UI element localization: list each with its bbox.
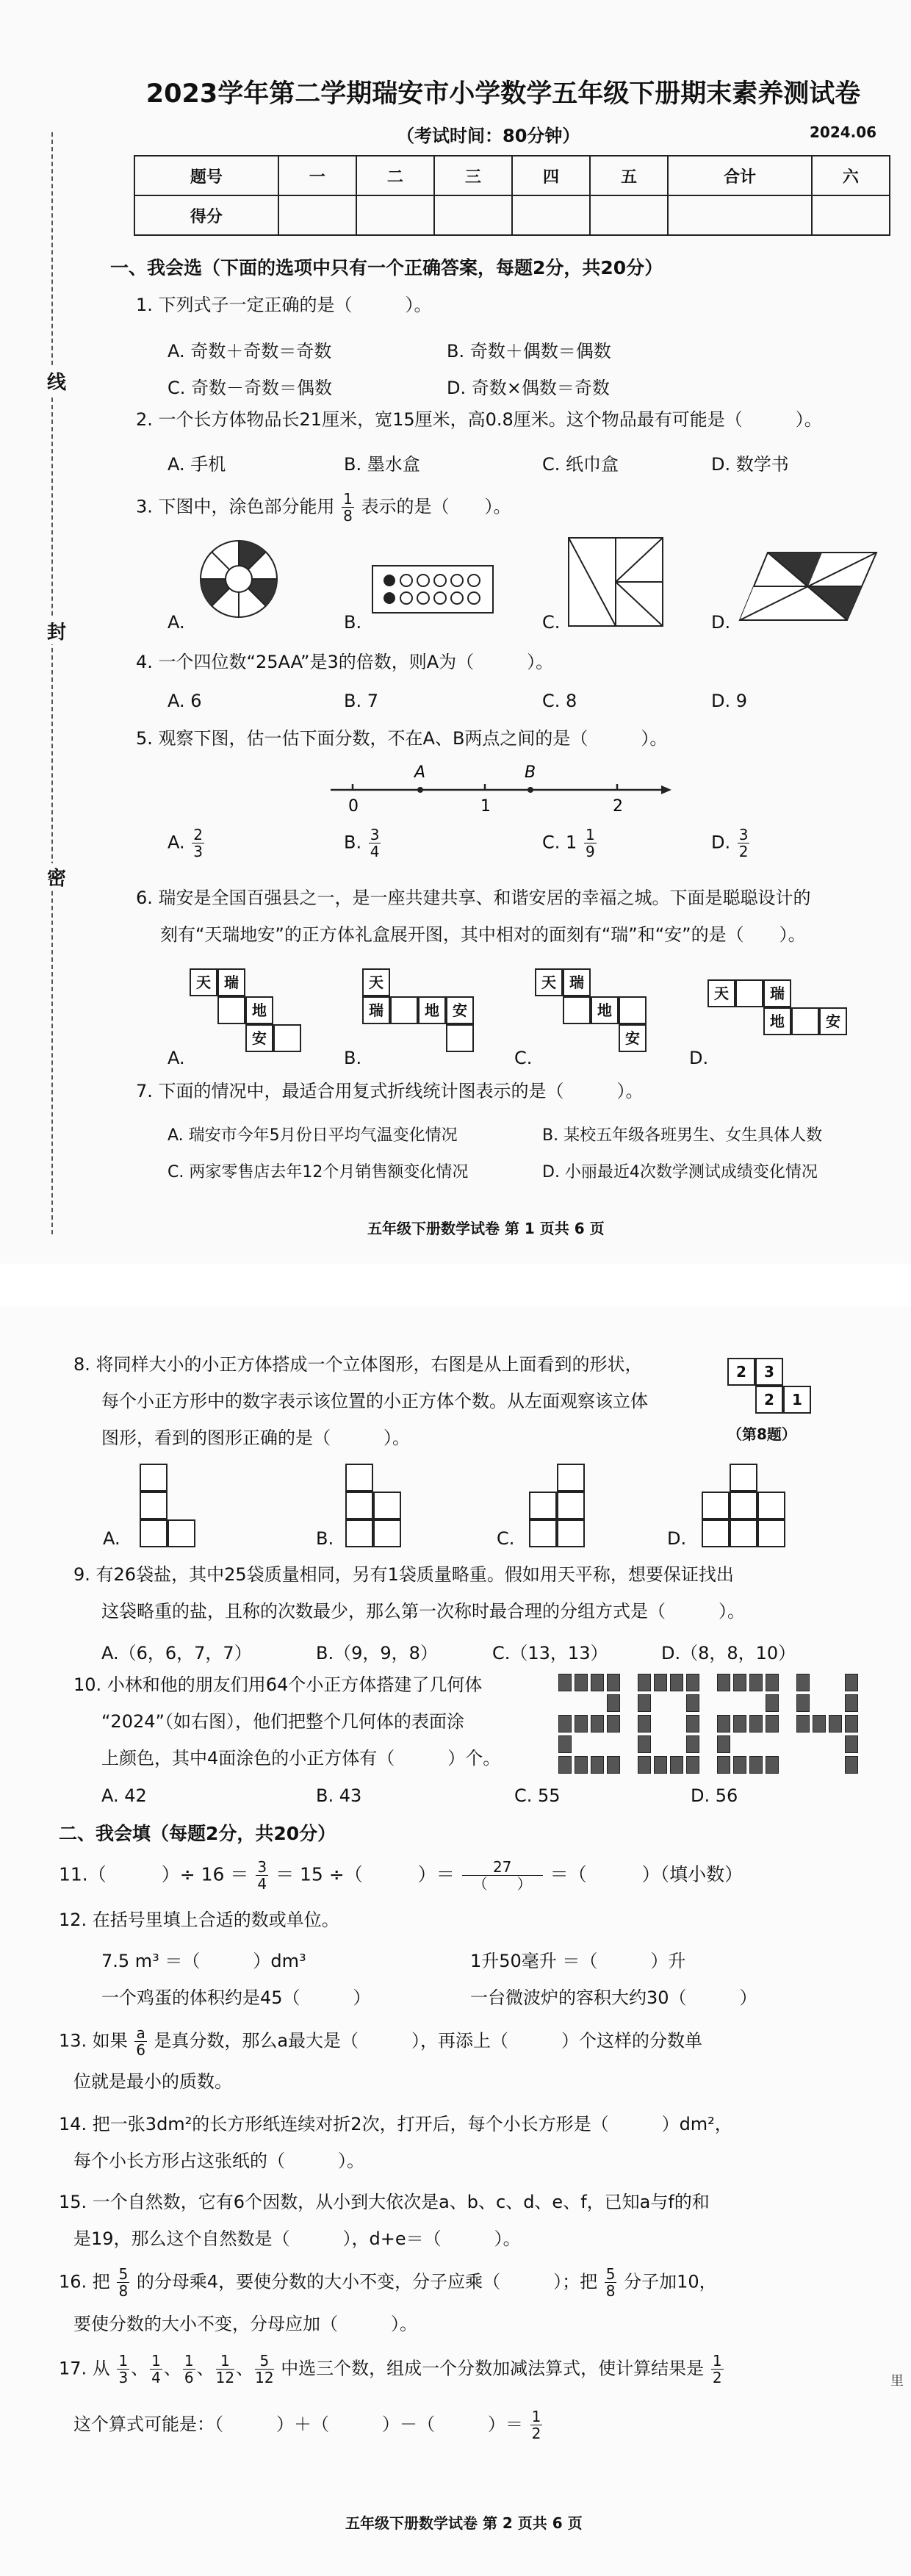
view-cube [757,1492,785,1519]
q10-block-cube [845,1674,858,1691]
q17-choice-fraction [150,2353,162,2386]
q3-option-c[interactable]: C. [542,612,561,633]
q4-option-a[interactable]: A. 6 [168,691,202,711]
q10-block-cube [686,1694,699,1712]
top-view-cell: 1 [783,1386,811,1414]
q10-block-cube [733,1715,746,1733]
view-cube [757,1519,785,1547]
net-face: 瑞 [763,979,791,1007]
binding-label-secret: 密 [47,863,66,891]
q5-option-a[interactable] [168,827,206,860]
q5-tick-1: 1 [480,797,491,816]
question-16-line2: 要使分数的大小不变，分母应加（ ）。 [73,2314,417,2334]
q5-option-d[interactable] [711,827,751,860]
q10-block-cube [686,1756,699,1774]
q12-blank-c[interactable]: 一个鸡蛋的体积约是45（ ） [101,1987,371,2008]
q5-a-den: 3 [193,843,203,860]
q6-option-d[interactable]: D. [689,1048,709,1068]
q16-f1-num: 5 [118,2265,129,2283]
question-1-stem: 1. 下列式子一定正确的是（ ）。 [136,295,432,315]
net-face: 安 [245,1024,273,1052]
q2-option-c[interactable]: C. 纸巾盒 [542,454,619,475]
q8-option-b[interactable]: B. [316,1528,334,1549]
q10-block-cube [766,1715,779,1733]
q16-pre: 16. 把 [59,2271,110,2292]
q10-block-cube [766,1694,779,1712]
question-10-stem-line3: 上颜色，其中4面涂色的小正方体有（ ）个。 [101,1748,501,1769]
question-8-stem-line2: 每个小正方形中的数字表示该位置的小正方体个数。从左面观察该立体 [101,1391,648,1411]
q10-block-cube [638,1674,651,1691]
net-face: 瑞 [362,996,390,1024]
q6-option-c[interactable]: C. [514,1048,533,1068]
score-table-header: 五 [590,156,668,195]
view-cube [140,1464,168,1492]
view-cube [373,1519,401,1547]
q10-block-cube [558,1756,572,1774]
q17-result-fraction [711,2353,724,2386]
q9-option-a[interactable]: A.（6，6，7，7） [101,1643,252,1663]
q17-res2-den: 2 [531,2425,541,2442]
net-face [446,1024,474,1052]
view-cube [345,1492,373,1519]
net-face: 天 [707,979,735,1007]
q10-block-cube [829,1715,842,1733]
q10-block-cube [654,1674,667,1691]
q10-block-cube [796,1674,810,1691]
q16-fraction-2 [605,2266,617,2299]
page-1-footer: 五年级下册数学试卷 第 1 页共 6 页 [367,1220,605,1237]
q17-choice-fraction [117,2353,129,2386]
q4-option-d[interactable]: D. 9 [711,691,748,711]
q3-dots-figure [371,564,496,616]
view-cube [345,1464,373,1492]
net-face [563,996,591,1024]
q5-a-num: 2 [193,826,203,843]
q10-block-cube [607,1694,620,1712]
question-16-line1 [59,2266,717,2299]
q5-d-num: 3 [738,826,749,843]
q4-option-b[interactable]: B. 7 [344,691,378,711]
binding-label-seal: 封 [47,617,66,644]
q10-block-cube [813,1715,826,1733]
q7-option-c[interactable]: C. 两家零售店去年12个月销售额变化情况 [168,1163,469,1181]
q5-a-label: A. [168,832,185,853]
q17-c3-num: 1 [216,2353,234,2370]
q10-option-b[interactable]: B. 43 [316,1785,362,1806]
q7-option-b[interactable]: B. 某校五年级各班男生、女生具体人数 [542,1126,823,1145]
q17-choice-fraction [216,2353,234,2386]
q10-block-cube [607,1756,620,1774]
q3-circle-figure [195,535,283,623]
q10-block-cube [749,1715,763,1733]
q5-d-fraction [738,827,750,860]
question-12-stem: 12. 在括号里填上合适的数或单位。 [59,1910,339,1930]
q10-block-cube [733,1674,746,1691]
q10-block-cube [670,1674,683,1691]
q16-fraction-1 [117,2266,129,2299]
q1-option-c[interactable]: C. 奇数－奇数＝偶数 [168,378,333,398]
question-7-stem: 7. 下面的情况中，最适合用复式折线统计图表示的是（ ）。 [136,1081,644,1101]
view-cube [168,1519,195,1547]
q5-point-a: A [414,763,426,782]
q12-blank-b[interactable]: 1升50毫升 ＝（ ）升 [470,1951,686,1971]
score-table-score-row [134,195,890,235]
q11-fraction-2 [462,1859,543,1892]
q3-stem-post: 表示的是（ ）。 [361,496,511,517]
exam-title: 2023学年第二学期瑞安市小学数学五年级下册期末素养测试卷 [145,79,861,109]
score-table-header: 三 [434,156,512,195]
net-face: 安 [819,1007,847,1035]
score-cell[interactable] [278,195,356,235]
q3-fraction-num: 1 [343,490,353,508]
q12-blank-a[interactable]: 7.5 m³ ＝（ ）dm³ [101,1951,306,1971]
q10-block-cube [638,1756,651,1774]
q5-option-b[interactable] [344,827,382,860]
q3-option-a[interactable]: A. [168,612,185,633]
q8-option-c[interactable]: C. [497,1528,515,1549]
score-table-header: 六 [812,156,890,195]
view-cube [345,1519,373,1547]
q10-block-cube [749,1674,763,1691]
top-view-cell: 3 [755,1358,783,1386]
q17-c3-den: 12 [215,2369,235,2386]
q10-block-cube [591,1756,604,1774]
q10-block-cube [766,1756,779,1774]
q10-block-cube [575,1756,588,1774]
q5-option-c[interactable] [542,827,598,860]
q5-d-label: D. [711,832,731,853]
view-cube [730,1519,757,1547]
q17-res-num: 1 [712,2352,722,2370]
q16-f2-num: 5 [605,2265,616,2283]
q3-option-d[interactable]: D. [711,612,731,633]
q17-pre: 17. 从 [59,2358,110,2379]
q17-mid: 中选三个数，组成一个分数加减法算式，使计算结果是 [281,2358,705,2379]
exam-duration: （考试时间：80分钟） [397,126,580,146]
score-table [134,155,890,236]
section-1-title: 一、我会选（下面的选项中只有一个正确答案，每题2分，共20分） [110,257,663,278]
score-cell[interactable] [434,195,512,235]
view-cube [730,1464,757,1492]
net-face: 安 [619,1024,647,1052]
top-view-cell: 2 [755,1386,783,1414]
view-cube [557,1492,585,1519]
q5-tick-2: 2 [613,797,623,816]
q17-c4-num: 5 [255,2353,273,2370]
q17-choice-fraction [183,2353,195,2386]
net-face: 地 [245,996,273,1024]
q11-f1-num: 3 [257,1858,267,1876]
view-cube [702,1519,730,1547]
q10-block-cube [845,1715,858,1733]
q13-pre: 13. 如果 [59,2030,128,2051]
q10-block-cube [845,1694,858,1712]
question-15-line1: 15. 一个自然数，它有6个因数，从小到大依次是a、b、c、d、e、f，已知a与f的和 [59,2192,710,2212]
q11-f2-num: 27 [462,1859,543,1876]
q17-c2-den: 6 [184,2369,194,2386]
q10-block-cube [607,1715,620,1733]
q5-b-num: 3 [370,826,380,843]
question-10-stem-line1: 10. 小林和他的朋友们用64个小正方体搭建了几何体 [73,1674,483,1695]
q6-option-a[interactable]: A. [168,1048,185,1068]
q11-f1-den: 4 [257,1875,267,1893]
q10-block-cube [654,1756,667,1774]
q5-c-fraction [584,827,597,860]
q10-block-cube [686,1715,699,1733]
view-cube [140,1492,168,1519]
q10-block-cube [796,1694,810,1712]
q2-option-a[interactable]: A. 手机 [168,454,226,475]
exam-page-2 [0,1306,911,2576]
net-face: 天 [190,968,217,996]
q9-option-d[interactable]: D.（8，8，10） [661,1643,796,1663]
net-face: 天 [535,968,563,996]
q13-den: 6 [136,2041,145,2059]
q10-block-cube [607,1674,620,1691]
net-face: 瑞 [217,968,245,996]
margin-character: 里 [890,2373,904,2389]
q3-fraction [342,491,354,524]
net-face [791,1007,819,1035]
q11-mid: ＝ 15 ÷（ ）＝ [276,1863,455,1885]
question-8-stem-line1: 8. 将同样大小的小正方体搭成一个立体图形，右图是从上面看到的形状， [73,1354,643,1375]
view-cube [373,1492,401,1519]
q10-block-cube [558,1674,572,1691]
q10-block-cube [638,1694,651,1712]
q10-block-cube [845,1735,858,1753]
q9-option-b[interactable]: B.（9，9，8） [316,1643,438,1663]
question-10-stem-line2: “2024”（如右图），他们把整个几何体的表面涂 [101,1711,464,1732]
q17-c0-num: 1 [118,2352,129,2370]
q16-f1-den: 8 [118,2282,129,2300]
q5-d-den: 2 [738,843,749,860]
q16-post: 分子加10， [624,2271,717,2292]
score-cell[interactable] [512,195,590,235]
q5-number-line [316,757,683,816]
q10-block-cube [591,1674,604,1691]
question-17-line1: 17. 从 $\frac{1}{3}$ 、 $\frac{1}{4}$ 、 $\frac{1}{6}$ 、 $\frac{1}{12}$ 、 $\frac{5}{12}$ 中选三个数，组成一个分数加减法算式，使计算结果是 $\frac{1}{2}$ [59,2352,722,2386]
q3-stem-pre: 3. 下图中，涂色部分能用 [136,496,335,517]
q5-c-label: C. 1 [542,832,577,853]
q10-2024-figure [558,1674,867,1784]
q10-block-cube [845,1756,858,1774]
q5-c-den: 9 [585,843,595,860]
question-13-line1 [59,2025,702,2058]
score-table-header: 合计 [668,156,812,195]
net-face: 地 [418,996,446,1024]
q7-option-a[interactable]: A. 瑞安市今年5月份日平均气温变化情况 [168,1126,458,1145]
q1-option-a[interactable]: A. 奇数＋奇数＝奇数 [168,341,332,361]
q2-option-b[interactable]: B. 墨水盒 [344,454,420,475]
q3-square-figure [566,535,669,630]
section-2-title: 二、我会填（每题2分，共20分） [59,1823,336,1844]
q17-res-den: 2 [712,2369,722,2386]
view-cube [702,1492,730,1519]
q3-option-b[interactable]: B. [344,612,362,633]
q10-block-cube [733,1756,746,1774]
q10-block-cube [558,1715,572,1733]
q10-block-cube [575,1715,588,1733]
q6-option-b[interactable]: B. [344,1048,362,1068]
net-face [217,996,245,1024]
q13-num: a [136,2024,145,2042]
score-cell[interactable] [812,195,890,235]
q13-post: 是真分数，那么a最大是（ ），再添上（ ）个这样的分数单 [154,2030,703,2051]
q11-pre: 11.（ ）÷ 16 ＝ [59,1863,249,1885]
q5-point-b: B [525,763,536,782]
q16-f2-den: 8 [605,2282,616,2300]
q16-mid: 的分母乘4，要使分数的大小不变，分子应乘（ ）；把 [136,2271,598,2292]
net-face: 地 [763,1007,791,1035]
score-cell[interactable] [356,195,434,235]
score-table-header-row [134,156,890,195]
net-face [619,996,647,1024]
score-table-header: 一 [278,156,356,195]
q12-blank-d[interactable]: 一台微波炉的容积大约30（ ） [470,1987,757,2008]
view-cube [557,1464,585,1492]
q2-option-d[interactable]: D. 数学书 [711,454,789,475]
exam-date: 2024.06 [810,123,877,141]
question-6-stem-line2: 刻有“天瑞地安”的正方体礼盒展开图，其中相对的面刻有“瑞”和“安”的是（ ）。 [160,924,806,945]
page-gap [0,1264,911,1306]
question-4-stem: 4. 一个四位数“25AA”是3的倍数，则A为（ ）。 [136,652,554,672]
q17-c1-num: 1 [151,2352,161,2370]
question-9-stem-line1: 9. 有26袋盐，其中25袋质量相同，另有1袋质量略重。假如用天平称，想要保证找出 [73,1564,734,1585]
q10-block-cube [686,1674,699,1691]
question-11 [59,1859,743,1892]
score-table-row-label: 得分 [134,195,278,235]
score-cell[interactable] [590,195,668,235]
score-table-header: 四 [512,156,590,195]
q1-option-d[interactable]: D. 奇数×偶数＝奇数 [447,378,610,398]
q3-parallelogram-figure [738,550,878,623]
view-cube [529,1492,557,1519]
q10-option-c[interactable]: C. 55 [514,1785,561,1806]
q11-post: ＝（ ）（填小数） [550,1863,743,1885]
question-5-stem: 5. 观察下图，估一估下面分数，不在A、B两点之间的是（ ）。 [136,728,668,749]
q10-option-a[interactable]: A. 42 [101,1785,147,1806]
q10-block-cube [717,1735,730,1753]
q11-f2-den: （ ） [472,1875,532,1893]
q4-option-c[interactable]: C. 8 [542,691,577,711]
binding-dashed-line [51,132,53,1234]
page-2-footer: 五年级下册数学试卷 第 2 页共 6 页 [345,2514,583,2532]
q10-block-cube [766,1674,779,1691]
q10-block-cube [591,1715,604,1733]
score-table-header: 题号 [134,156,278,195]
q10-block-cube [717,1674,730,1691]
question-14-line1: 14. 把一张3dm²的长方形纸连续对折2次，打开后，每个小长方形是（ ）dm²， [59,2114,732,2134]
top-view-cell: 2 [727,1358,755,1386]
question-14-line2: 每个小长方形占这张纸的（ ）。 [73,2151,364,2171]
q17-c1-den: 4 [151,2369,161,2386]
q5-a-fraction [192,827,204,860]
q5-c-num: 1 [585,826,595,843]
view-cube [529,1519,557,1547]
q1-option-b[interactable]: B. 奇数＋偶数＝偶数 [447,341,611,361]
q17-choice-fraction [255,2353,273,2386]
question-8-stem-line3: 图形，看到的图形正确的是（ ）。 [101,1428,410,1448]
q10-block-cube [796,1715,810,1733]
q11-fraction-1 [256,1859,268,1892]
q8-caption: （第8题） [727,1425,796,1443]
q5-b-label: B. [344,832,362,853]
q10-block-cube [686,1735,699,1753]
net-face [273,1024,301,1052]
q8-option-a[interactable]: A. [103,1528,120,1549]
q10-block-cube [575,1674,588,1691]
q17-res2-num: 1 [531,2408,541,2425]
q10-block-cube [638,1715,651,1733]
q10-block-cube [558,1735,572,1753]
q7-option-d[interactable]: D. 小丽最近4次数学测试成绩变化情况 [542,1163,818,1181]
net-face: 天 [362,968,390,996]
question-17-line2 [73,2408,544,2442]
question-13-line2: 位就是最小的质数。 [73,2071,232,2092]
q3-fraction-den: 8 [343,507,353,525]
score-cell[interactable] [668,195,812,235]
net-face [735,979,763,1007]
q5-b-fraction [369,827,381,860]
question-2-stem: 2. 一个长方体物品长21厘米，宽15厘米，高0.8厘米。这个物品最有可能是（ ）。 [136,409,822,430]
q17-c4-den: 12 [255,2369,274,2386]
q10-block-cube [670,1756,683,1774]
q10-block-cube [717,1715,730,1733]
q10-block-cube [717,1756,730,1774]
net-face [390,996,418,1024]
q8-option-d[interactable]: D. [667,1528,687,1549]
binding-label-line: 线 [47,367,66,395]
q5-tick-0: 0 [348,797,359,816]
net-face: 瑞 [563,968,591,996]
q10-block-cube [749,1756,763,1774]
exam-page-1 [0,0,911,1264]
view-cube [140,1519,168,1547]
q10-option-d[interactable]: D. 56 [691,1785,738,1806]
q17-equation: 这个算式可能是：（ ）＋（ ）－（ ）＝ [73,2414,523,2435]
question-6-stem-line1: 6. 瑞安是全国百强县之一，是一座共建共享、和谐安居的幸福之城。下面是聪聪设计的 [136,888,811,908]
view-cube [730,1492,757,1519]
q10-block-cube [638,1735,651,1753]
question-15-line2: 是19，那么这个自然数是（ ），d+e＝（ ）。 [73,2228,521,2249]
q13-fraction [134,2025,146,2058]
question-9-stem-line2: 这袋略重的盐，且称的次数最少，那么第一次称时最合理的分组方式是（ ）。 [101,1601,745,1622]
q17-result-fraction-2 [530,2408,543,2442]
q17-c0-den: 3 [118,2369,129,2386]
net-face: 地 [591,996,619,1024]
q5-b-den: 4 [370,843,380,860]
score-table-header: 二 [356,156,434,195]
q9-option-c[interactable]: C.（13，13） [492,1643,608,1663]
net-face: 安 [446,996,474,1024]
view-cube [557,1519,585,1547]
question-3-stem [136,491,511,524]
q17-c2-num: 1 [184,2352,194,2370]
